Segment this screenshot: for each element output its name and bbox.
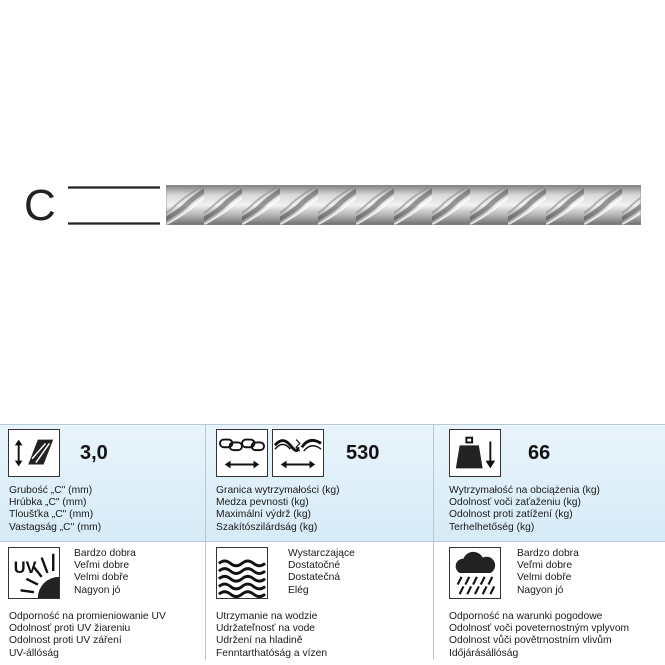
- svg-text:UV: UV: [13, 559, 37, 577]
- water-ratings: Wystarczające Dostatočné Dostatečná Elég: [288, 548, 355, 596]
- table-top-border: [0, 424, 665, 425]
- load-capacity-labels: Wytrzymałość na obciążenia (kg) Odolnosť voči zaťaženiu (kg) Odolnost proti zatížení (kg) Terhelhetőség (kg): [449, 485, 600, 533]
- uv-labels: Odporność na promieniowanie UV Odolnosť proti UV žiareniu Odolnost proti UV záření UV-állóság: [9, 611, 166, 659]
- weight-load-icon: [449, 429, 501, 477]
- weather-labels: Odporność na warunki pogodowe Odolnosť voči poveternostným vplyvom Odolnost vůči povětrnostním vlivům Időjárásállóság: [449, 611, 630, 659]
- breaking-strength-labels: Granica wytrzymałości (kg) Medza pevnosti (kg) Maximální výdrž (kg) Szakítószilárdság (kg): [216, 485, 340, 533]
- load-capacity-value: 66: [528, 442, 551, 464]
- chain-stretch-icon: [216, 429, 268, 477]
- weather-ratings: Bardzo dobra Veľmi dobre Velmi dobře Nagyon jó: [517, 548, 579, 596]
- dimension-letter: C: [24, 181, 56, 230]
- rope-break-icon: [272, 429, 324, 477]
- column-divider-1: [205, 424, 206, 660]
- uv-ratings: Bardzo dobra Veľmi dobre Velmi dobře Nagyon jó: [74, 548, 136, 596]
- thickness-labels: Grubość „C" (mm) Hrúbka „C" (mm) Tloušťka „C" (mm) Vastagság „C" (mm): [9, 485, 102, 533]
- thickness-value: 3,0: [80, 442, 108, 464]
- breaking-strength-value: 530: [346, 442, 380, 464]
- wire-rope-image: [166, 185, 641, 225]
- uv-sun-icon: [8, 547, 60, 599]
- dimension-lines: [68, 186, 160, 226]
- table-middle-border: [0, 541, 665, 542]
- water-waves-icon: [216, 547, 268, 599]
- rope-thickness-icon: [8, 429, 60, 477]
- rain-cloud-icon: [449, 547, 501, 599]
- water-labels: Utrzymanie na wodzie Udržateľnosť na vode Udržení na hladině Fenntarthatóság a vízen: [216, 611, 328, 659]
- column-divider-2: [433, 424, 434, 660]
